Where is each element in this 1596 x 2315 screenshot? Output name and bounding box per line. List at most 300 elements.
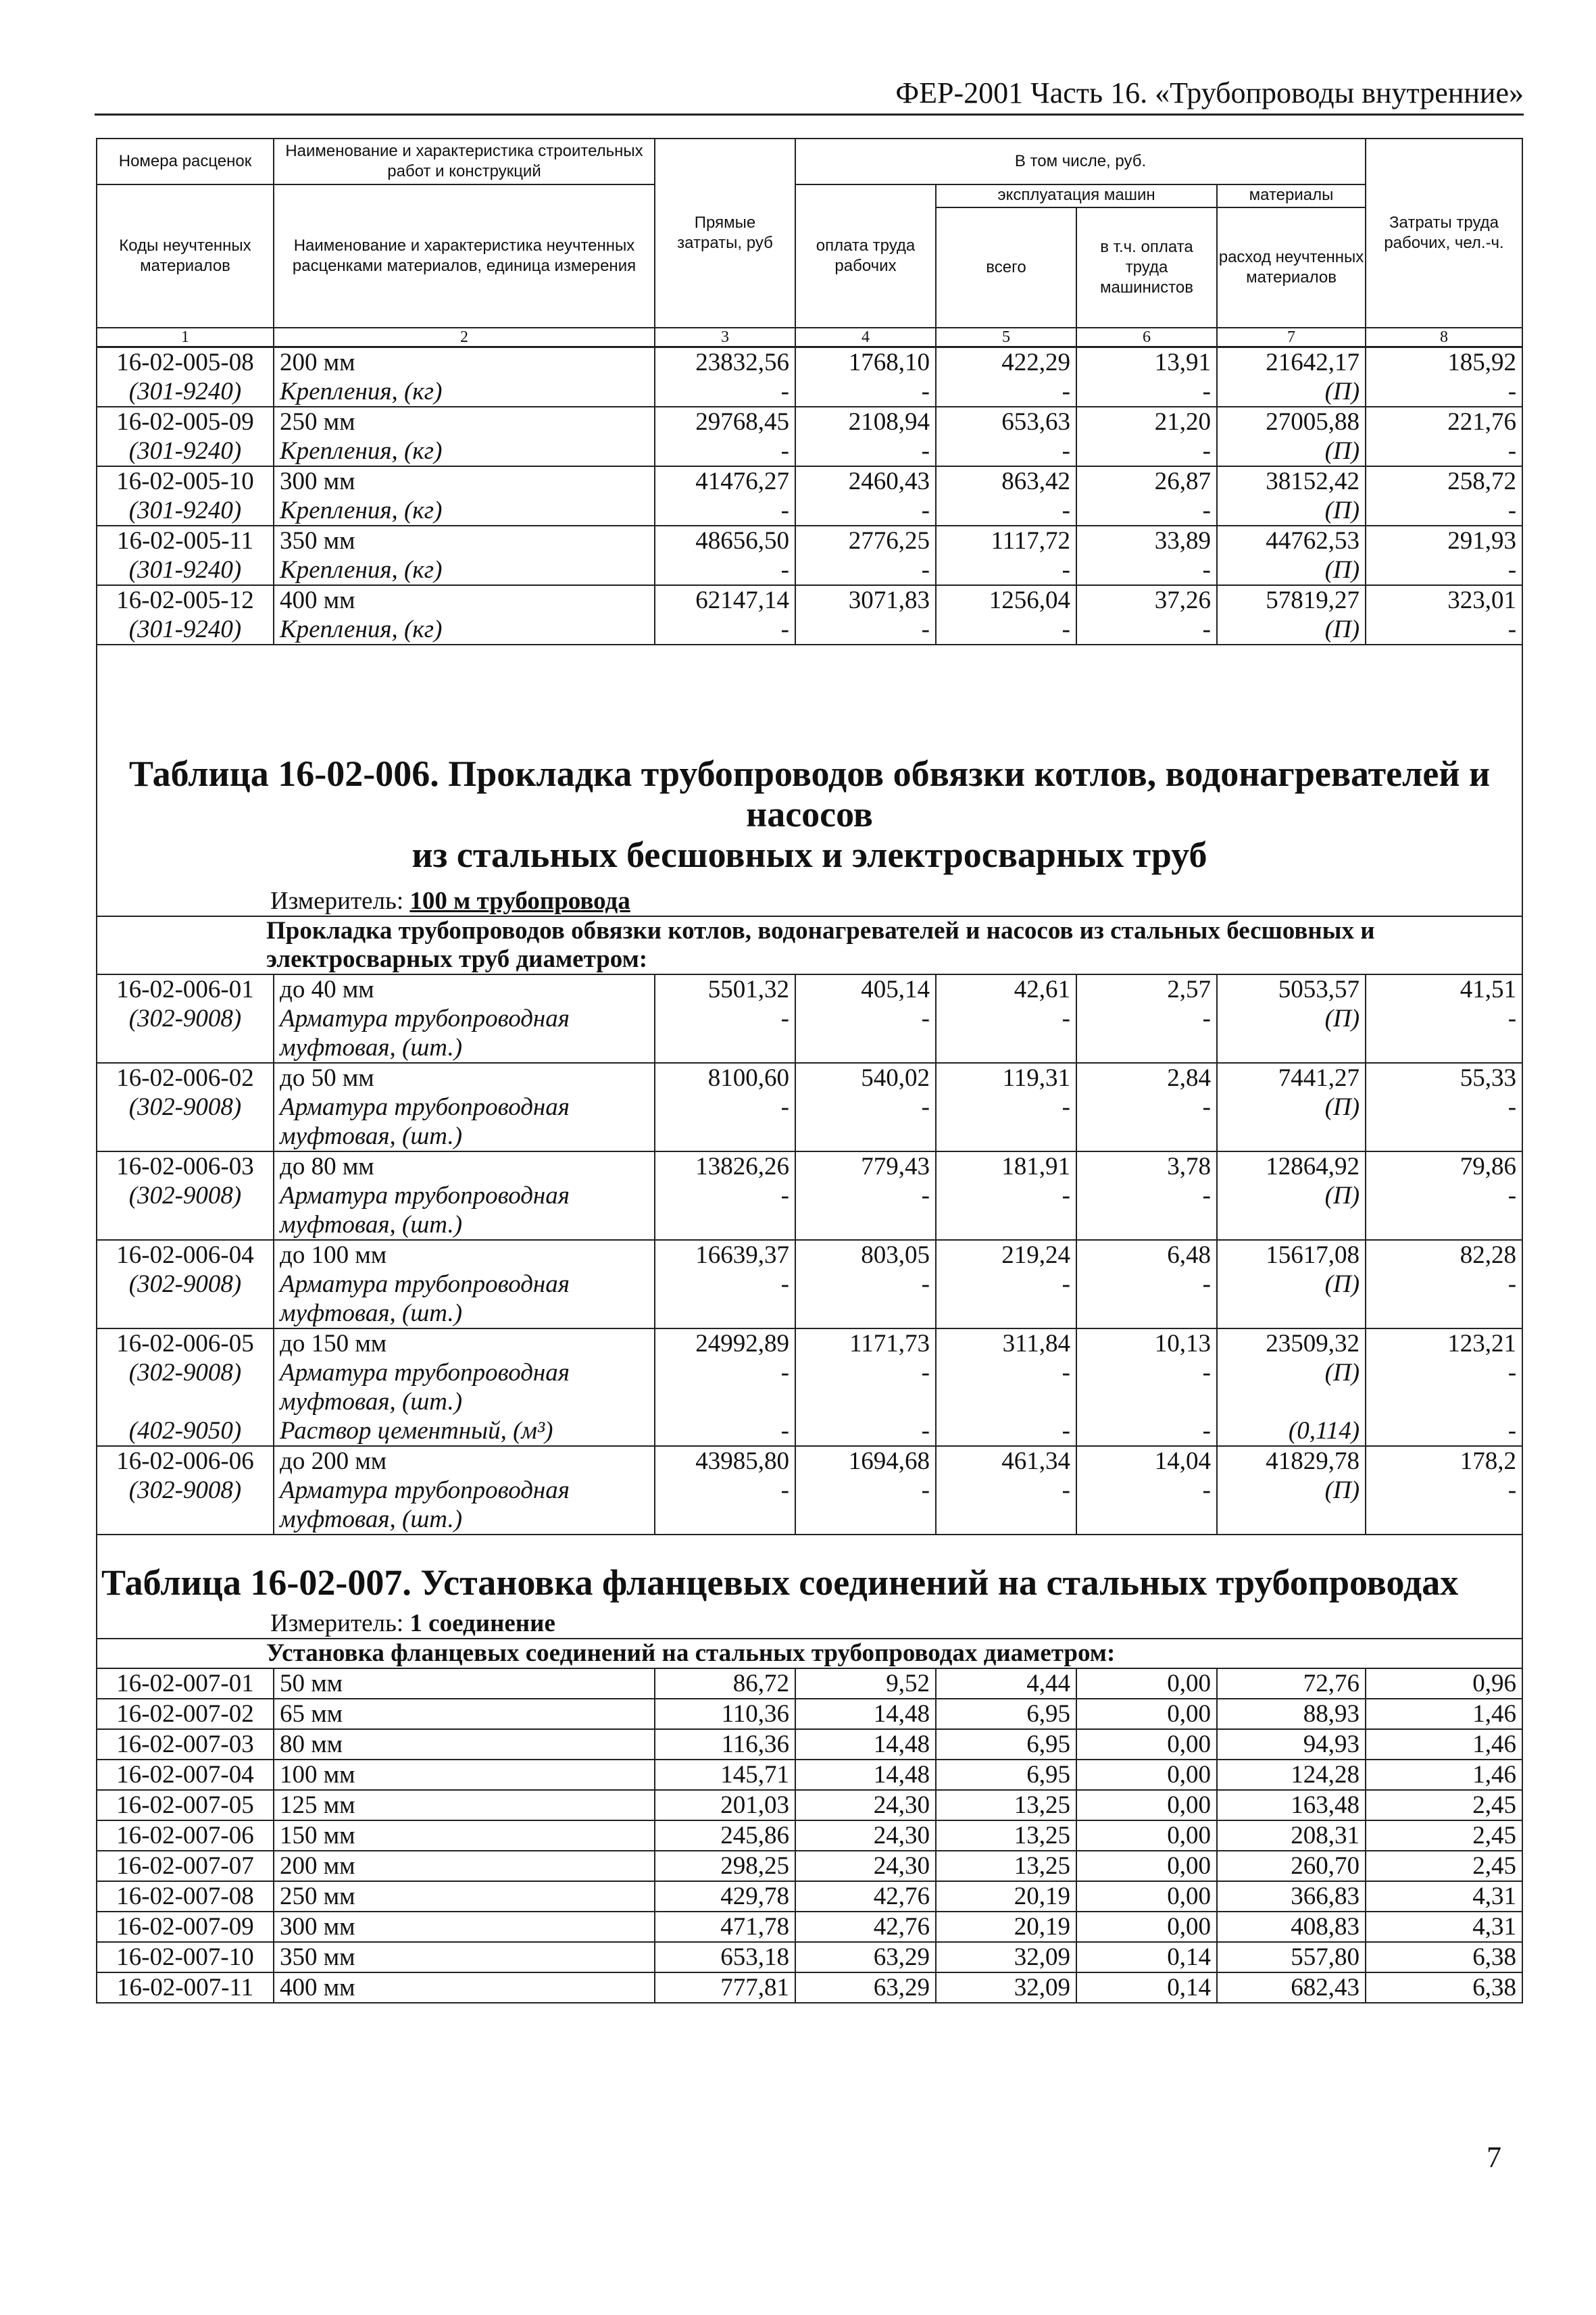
value-cell: 32,09 [936,1972,1076,2003]
value-cell: 245,86 [655,1820,795,1851]
material-value: (0,114) [1217,1416,1366,1446]
value-cell: 461,34 [936,1446,1076,1476]
header-direct-costs: Прямые затраты, руб [655,139,795,328]
rates-table [96,138,1523,2003]
rate-code: 16-02-007-08 [97,1881,274,1912]
value-cell: 6,38 [1366,1972,1522,2003]
material-value: - [1366,1476,1522,1535]
material-value: - [1366,1093,1522,1151]
table-row [97,1851,1522,1881]
header-codes-top: Номера расценок [97,139,274,184]
value-cell: 41829,78 [1217,1446,1366,1476]
material-row [97,615,1522,645]
value-cell: 13,25 [936,1790,1076,1820]
material-value: (П) [1217,1358,1366,1416]
table-row [97,1699,1522,1729]
value-cell: 2460,43 [795,466,936,496]
material-value: - [1366,437,1522,466]
material-name: Арматура трубопроводная муфтовая, (шт.) [274,1181,655,1240]
value-cell: 12864,92 [1217,1151,1366,1181]
value-cell: 63,29 [795,1942,936,1972]
work-name: 65 мм [274,1699,655,1729]
value-cell: 0,00 [1076,1699,1217,1729]
table-row [97,347,1522,378]
rate-code: 16-02-006-01 [97,974,274,1004]
table-row [97,1063,1522,1093]
material-row [97,1093,1522,1151]
value-cell: 181,91 [936,1151,1076,1181]
value-cell: 201,03 [655,1790,795,1820]
material-value: (П) [1217,437,1366,466]
material-value: (П) [1217,377,1366,407]
material-value: - [795,1270,936,1328]
value-cell: 178,2 [1366,1446,1522,1476]
value-cell: 6,95 [936,1760,1076,1790]
value-cell: 55,33 [1366,1063,1522,1093]
value-cell: 24992,89 [655,1328,795,1358]
material-value: - [795,1093,936,1151]
work-name: до 40 мм [274,974,655,1004]
material-value: - [1076,1004,1217,1063]
value-cell: 1256,04 [936,585,1076,615]
rate-code: 16-02-007-01 [97,1668,274,1699]
table-row [97,407,1522,437]
material-row [97,437,1522,466]
rate-code: 16-02-007-10 [97,1942,274,1972]
value-cell: 123,21 [1366,1328,1522,1358]
header-wages: оплата труда рабочих [795,184,936,328]
value-cell: 779,43 [795,1151,936,1181]
material-value: - [655,1181,795,1240]
material-value: (П) [1217,1004,1366,1063]
value-cell: 1768,10 [795,347,936,378]
material-value: (П) [1217,615,1366,645]
material-value: - [1366,1270,1522,1328]
rate-code: 16-02-007-09 [97,1912,274,1942]
value-cell: 20,19 [936,1912,1076,1942]
page-number: 7 [1487,2141,1501,2174]
material-code: (301-9240) [97,615,274,645]
value-cell: 219,24 [936,1240,1076,1270]
value-cell: 79,86 [1366,1151,1522,1181]
value-cell: 682,43 [1217,1972,1366,2003]
table-row [97,1790,1522,1820]
material-value: - [655,1270,795,1328]
value-cell: 24,30 [795,1851,936,1881]
value-cell: 110,36 [655,1699,795,1729]
value-cell: 21642,17 [1217,347,1366,378]
header-machinist-wages: в т.ч. оплата труда машинистов [1100,238,1193,297]
value-cell: 163,48 [1217,1790,1366,1820]
rate-code: 16-02-007-06 [97,1820,274,1851]
header-labor: Затраты труда рабочих, чел.-ч. [1366,139,1522,328]
material-row [97,496,1522,526]
value-cell: 24,30 [795,1790,936,1820]
value-cell: 1171,73 [795,1328,936,1358]
material-value: - [1366,1004,1522,1063]
material-value: - [795,377,936,407]
value-cell: 863,42 [936,466,1076,496]
material-value: - [795,615,936,645]
value-cell: 16639,37 [655,1240,795,1270]
header-name-bottom: Наименование и характеристика неучтенных расценками материалов, единица измерения [274,184,655,328]
material-value: - [655,1093,795,1151]
material-code: (302-9008) [97,1004,274,1063]
table-006-title-line1: Таблица 16-02-006. Прокладка трубопроводов обвязки котлов, водонагревателей и насосов [128,753,1491,835]
value-cell: 1117,72 [936,526,1076,555]
material-value: - [1076,1093,1217,1151]
value-cell: 3071,83 [795,585,936,615]
material-value: - [1366,615,1522,645]
material-row [97,1416,1522,1446]
rate-code: 16-02-005-12 [97,585,274,615]
work-name: 150 мм [274,1820,655,1851]
value-cell: 0,00 [1076,1790,1217,1820]
value-cell: 6,38 [1366,1942,1522,1972]
material-name: Арматура трубопроводная муфтовая, (шт.) [274,1358,655,1416]
value-cell: 0,00 [1076,1668,1217,1699]
work-name: 100 мм [274,1760,655,1790]
value-cell: 0,00 [1076,1760,1217,1790]
col-number: 7 [1217,328,1366,347]
col-number: 1 [97,328,274,347]
value-cell: 323,01 [1366,585,1522,615]
material-value: - [1366,377,1522,407]
value-cell: 37,26 [1076,585,1217,615]
material-code: (302-9008) [97,1093,274,1151]
header-title: ФЕР-2001 Часть 16. «Трубопроводы внутренние» [895,76,1524,109]
material-value: (П) [1217,1270,1366,1328]
table-row [97,1328,1522,1358]
value-cell: 5501,32 [655,974,795,1004]
material-value: - [795,1476,936,1535]
value-cell: 4,31 [1366,1912,1522,1942]
value-cell: 8100,60 [655,1063,795,1093]
value-cell: 429,78 [655,1881,795,1912]
material-value: (П) [1217,1093,1366,1151]
value-cell: 62147,14 [655,585,795,615]
material-value: - [936,1476,1076,1535]
material-value: - [936,1004,1076,1063]
value-cell: 653,63 [936,407,1076,437]
value-cell: 23509,32 [1217,1328,1366,1358]
value-cell: 0,00 [1076,1851,1217,1881]
table-row [97,1729,1522,1760]
material-value: - [795,1004,936,1063]
material-value: - [655,1416,795,1446]
table-row [97,974,1522,1004]
value-cell: 6,48 [1076,1240,1217,1270]
table-row [97,1446,1522,1476]
material-value: - [1076,377,1217,407]
value-cell: 422,29 [936,347,1076,378]
value-cell: 14,04 [1076,1446,1217,1476]
material-value: - [655,615,795,645]
table-007-subheading: Установка фланцевых соединений на стальных трубопроводах диаметром: [97,1639,1522,1668]
value-cell: 88,93 [1217,1699,1366,1729]
value-cell: 41,51 [1366,974,1522,1004]
value-cell: 48656,50 [655,526,795,555]
value-cell: 6,95 [936,1699,1076,1729]
col-number: 3 [655,328,795,347]
value-cell: 291,93 [1366,526,1522,555]
value-cell: 20,19 [936,1881,1076,1912]
value-cell: 14,48 [795,1729,936,1760]
value-cell: 777,81 [655,1972,795,2003]
value-cell: 13826,26 [655,1151,795,1181]
work-name: 300 мм [274,1912,655,1942]
value-cell: 557,80 [1217,1942,1366,1972]
work-name: 200 мм [274,1851,655,1881]
value-cell: 42,61 [936,974,1076,1004]
value-cell: 21,20 [1076,407,1217,437]
rate-code: 16-02-005-08 [97,347,274,378]
work-name: 250 мм [274,1881,655,1912]
value-cell: 9,52 [795,1668,936,1699]
work-name: до 50 мм [274,1063,655,1093]
rate-code: 16-02-007-04 [97,1760,274,1790]
header-codes-bottom: Коды неучтенных материалов [97,184,274,328]
material-value: - [936,377,1076,407]
material-code: (301-9240) [97,555,274,585]
value-cell: 540,02 [795,1063,936,1093]
value-cell: 38152,42 [1217,466,1366,496]
rate-code: 16-02-007-07 [97,1851,274,1881]
work-name: 350 мм [274,526,655,555]
value-cell: 311,84 [936,1328,1076,1358]
header-machines: эксплуатация машин [937,185,1216,208]
rate-code: 16-02-007-05 [97,1790,274,1820]
table-row [97,1972,1522,2003]
table-row [97,585,1522,615]
table-row [97,466,1522,496]
value-cell: 185,92 [1366,347,1522,378]
work-name: до 150 мм [274,1328,655,1358]
material-value: - [655,496,795,526]
rate-code: 16-02-007-02 [97,1699,274,1729]
material-value: - [655,1476,795,1535]
value-cell: 82,28 [1366,1240,1522,1270]
table-row [97,1820,1522,1851]
table-row [97,1151,1522,1181]
value-cell: 15617,08 [1217,1240,1366,1270]
material-value: (П) [1217,555,1366,585]
work-name: 300 мм [274,466,655,496]
material-row [97,1476,1522,1535]
material-value: - [1076,496,1217,526]
value-cell: 27005,88 [1217,407,1366,437]
material-value: - [1366,1358,1522,1416]
material-name: Раствор цементный, (м³) [274,1416,655,1446]
rate-code: 16-02-007-11 [97,1972,274,2003]
rate-code: 16-02-005-10 [97,466,274,496]
work-name: 250 мм [274,407,655,437]
value-cell: 124,28 [1217,1760,1366,1790]
material-value: - [1076,1358,1217,1416]
value-cell: 29768,45 [655,407,795,437]
value-cell: 6,95 [936,1729,1076,1760]
material-value: - [936,496,1076,526]
material-code: (302-9008) [97,1476,274,1535]
material-row [97,1181,1522,1240]
value-cell: 0,96 [1366,1668,1522,1699]
value-cell: 94,93 [1217,1729,1366,1760]
header-machines-total: всего [937,208,1077,327]
value-cell: 2108,94 [795,407,936,437]
material-value: - [936,615,1076,645]
value-cell: 13,91 [1076,347,1217,378]
value-cell: 42,76 [795,1912,936,1942]
rate-code: 16-02-007-03 [97,1729,274,1760]
material-code: (301-9240) [97,496,274,526]
material-value: - [1076,437,1217,466]
table-row [97,1668,1522,1699]
value-cell: 0,00 [1076,1912,1217,1942]
material-name: Крепления, (кг) [274,437,655,466]
material-name: Арматура трубопроводная муфтовая, (шт.) [274,1270,655,1328]
material-value: - [936,1416,1076,1446]
material-code: (302-9008) [97,1270,274,1328]
material-name: Крепления, (кг) [274,496,655,526]
material-value: - [1076,1181,1217,1240]
table-row [97,1912,1522,1942]
work-name: 80 мм [274,1729,655,1760]
table-006-caption [97,753,1522,974]
value-cell: 2,45 [1366,1820,1522,1851]
work-name: 350 мм [274,1942,655,1972]
work-name: 50 мм [274,1668,655,1699]
material-value: - [655,377,795,407]
value-cell: 5053,57 [1217,974,1366,1004]
value-cell: 2776,25 [795,526,936,555]
page-header [95,73,1524,116]
material-value: - [1366,1416,1522,1446]
value-cell: 408,83 [1217,1912,1366,1942]
value-cell: 208,31 [1217,1820,1366,1851]
value-cell: 26,87 [1076,466,1217,496]
table-row [97,526,1522,555]
value-cell: 653,18 [655,1942,795,1972]
rate-code: 16-02-006-03 [97,1151,274,1181]
value-cell: 0,14 [1076,1972,1217,2003]
column-numbers [97,328,1522,347]
material-value: - [1076,1416,1217,1446]
material-value: - [1076,1270,1217,1328]
material-value: - [655,1004,795,1063]
material-value: - [795,1416,936,1446]
material-value: - [655,1358,795,1416]
value-cell: 0,00 [1076,1729,1217,1760]
col-number: 2 [274,328,655,347]
material-value: - [1366,496,1522,526]
value-cell: 32,09 [936,1942,1076,1972]
work-name: 200 мм [274,347,655,378]
material-value: - [795,1358,936,1416]
material-row [97,555,1522,585]
material-value: - [1366,555,1522,585]
material-name: Крепления, (кг) [274,555,655,585]
value-cell: 258,72 [1366,466,1522,496]
material-value: (П) [1217,1476,1366,1535]
material-value: - [936,1358,1076,1416]
header-name-top: Наименование и характеристика строительных работ и конструкций [274,139,655,184]
material-code: (301-9240) [97,377,274,407]
work-name: до 100 мм [274,1240,655,1270]
value-cell: 405,14 [795,974,936,1004]
rate-code: 16-02-006-06 [97,1446,274,1476]
value-cell: 43985,80 [655,1446,795,1476]
value-cell: 0,14 [1076,1942,1217,1972]
rate-code: 16-02-006-02 [97,1063,274,1093]
value-cell: 3,78 [1076,1151,1217,1181]
col-number: 8 [1366,328,1522,347]
material-row [97,1270,1522,1328]
rate-code: 16-02-005-11 [97,526,274,555]
material-value: - [936,437,1076,466]
material-row [97,377,1522,407]
value-cell: 14,48 [795,1760,936,1790]
value-cell: 13,25 [936,1851,1076,1881]
value-cell: 4,31 [1366,1881,1522,1912]
work-name: 400 мм [274,1972,655,2003]
value-cell: 803,05 [795,1240,936,1270]
material-name: Арматура трубопроводная муфтовая, (шт.) [274,1004,655,1063]
rate-code: 16-02-006-04 [97,1240,274,1270]
price-sheet [96,138,1522,2003]
value-cell: 116,36 [655,1729,795,1760]
value-cell: 145,71 [655,1760,795,1790]
material-value: - [795,437,936,466]
header-materials: материалы [1218,185,1365,208]
col-number: 6 [1076,328,1217,347]
material-name: Арматура трубопроводная муфтовая, (шт.) [274,1476,655,1535]
material-value: - [655,437,795,466]
material-row [97,1358,1522,1416]
table-006-body [97,974,1522,1535]
value-cell: 33,89 [1076,526,1217,555]
value-cell: 42,76 [795,1881,936,1912]
rate-code: 16-02-006-05 [97,1328,274,1358]
value-cell: 0,00 [1076,1820,1217,1851]
col-number: 4 [795,328,936,347]
value-cell: 471,78 [655,1912,795,1942]
value-cell: 14,48 [795,1699,936,1729]
table-006-title-line2: из стальных бесшовных и электросварных труб [412,835,1207,875]
work-name: до 200 мм [274,1446,655,1476]
table-row [97,1760,1522,1790]
material-value: - [1076,615,1217,645]
value-cell: 1,46 [1366,1729,1522,1760]
table-005-body [97,347,1522,645]
material-code: (301-9240) [97,437,274,466]
material-value: (П) [1217,496,1366,526]
rate-code: 16-02-005-09 [97,407,274,437]
material-name: Арматура трубопроводная муфтовая, (шт.) [274,1093,655,1151]
material-value: - [795,555,936,585]
spacer-block [97,645,1522,753]
material-value: - [936,1181,1076,1240]
value-cell: 1694,68 [795,1446,936,1476]
value-cell: 221,76 [1366,407,1522,437]
value-cell: 63,29 [795,1972,936,2003]
material-value: - [936,1093,1076,1151]
value-cell: 2,45 [1366,1851,1522,1881]
table-007-meter: Измеритель: 1 соединение [270,1610,555,1637]
material-value: - [1076,1476,1217,1535]
value-cell: 0,00 [1076,1881,1217,1912]
table-row [97,1942,1522,1972]
value-cell: 44762,53 [1217,526,1366,555]
